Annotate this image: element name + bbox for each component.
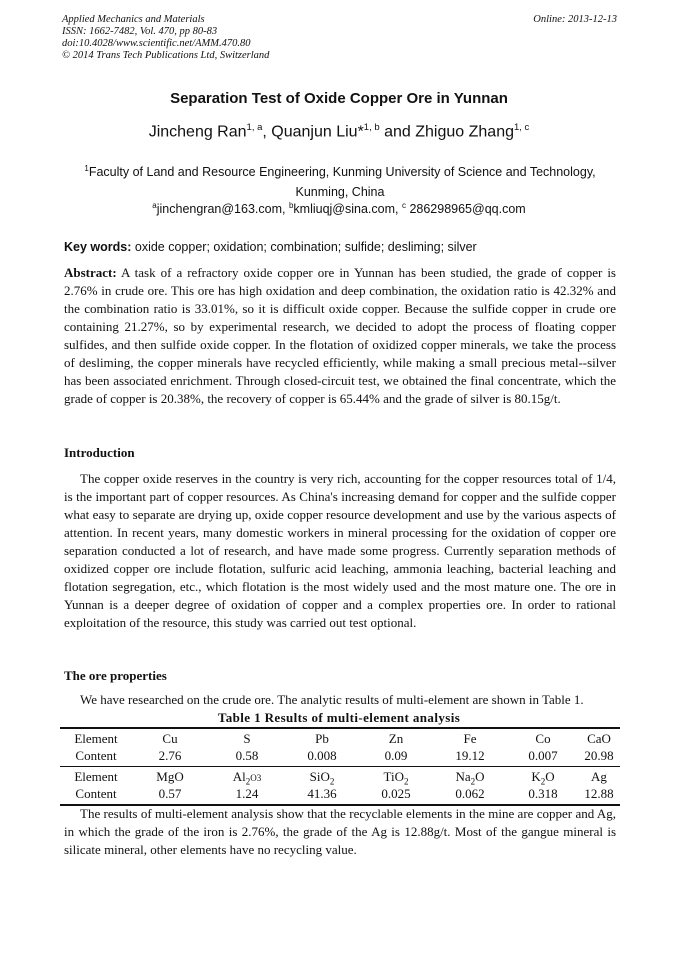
table-row-label: Element <box>74 731 118 746</box>
introduction-heading: Introduction <box>64 445 135 460</box>
table-mid-rule <box>60 766 620 767</box>
affiliation <box>70 159 610 202</box>
email-sup: b <box>288 201 294 210</box>
table-cell: 0.57 <box>158 786 182 801</box>
abstract <box>64 264 616 408</box>
journal-header <box>62 14 617 62</box>
copyright-line: © 2014 Trans Tech Publications Ltd, Switzerland <box>62 50 270 61</box>
table-cell: Zn <box>388 731 404 746</box>
author-name: Jincheng Ran <box>148 123 247 141</box>
keywords <box>64 240 616 254</box>
author-sep: and <box>379 123 416 141</box>
table-cell: Cu <box>162 731 178 746</box>
email-list <box>0 201 678 216</box>
table-row-label: Element <box>74 769 118 784</box>
table-cell: SiO$_2$ <box>309 769 335 787</box>
table-row-label: Content <box>75 786 117 801</box>
table-cell: 0.58 <box>235 748 259 763</box>
table-cell: $Al_2O3$ <box>232 769 262 787</box>
email-sup: a <box>152 201 157 210</box>
table-row-content-1 <box>64 748 616 765</box>
table-cell: 41.36 <box>307 786 337 801</box>
paper-title: Separation Test of Oxide Copper Ore in Yunnan <box>170 90 508 107</box>
table-cell: Pb <box>315 731 329 746</box>
author-sup: 1, b <box>363 122 380 133</box>
table-cell: $K_2O$ <box>531 769 555 787</box>
affiliation-text: Faculty of Land and Resource Engineering, Kunming University of Science and Technology, Kunming, China <box>88 165 596 200</box>
table-cell: $Na_2O$ <box>455 769 485 787</box>
ore-properties-after: The results of multi-element analysis show that the recyclable elements in the mine are copper and Ag, in which the grade of the iron is 2.76%, the grade of the Ag is 12.88g/t. Most of the gangue mineral is silicate mineral, other elements have no recycling value. <box>64 806 616 857</box>
table-cell: Ag <box>591 769 607 784</box>
table-cell: 19.12 <box>455 748 485 763</box>
table-cell: TiO$_2$ <box>383 769 409 787</box>
table-cell: 0.025 <box>381 786 411 801</box>
ore-properties-intro: We have researched on the crude ore. The analytic results of multi-element are shown in Table 1. <box>80 692 584 707</box>
email-sup: c <box>401 201 406 210</box>
email-sep: , <box>395 202 402 217</box>
email-address[interactable]: kmliuqj@sina.com <box>293 202 396 217</box>
keywords-text: oxide copper; oxidation; combination; sulfide; desliming; silver <box>131 240 477 254</box>
table-row-content-2 <box>64 786 616 803</box>
table-cell: 0.318 <box>528 786 558 801</box>
email-address[interactable]: jinchengran@163.com <box>156 202 282 217</box>
table-cell: Fe <box>463 731 477 746</box>
table-cell: 2.76 <box>158 748 182 763</box>
table-cell: CaO <box>587 731 611 746</box>
abstract-text: A task of a refractory oxide copper ore in Yunnan has been studied, the grade of copper is 2.76% in crude ore. This ore has high oxidation and deep combination, the oxidation ratio is 42.32% and the combination ratio is 33.01%, so it is difficult oxide copper. Because the sulfide copper in crude ore containing 21.27%, so by experimental research, we decided to adopt the process of floating copper sulfides, and then sulfide oxide copper. In the flotation of oxidized copper minerals, we take the process of desliming, the copper minerals have recycled efficiently, while making a small precious metal--silver has been associated enrichment. Through closed-circuit test, we obtained the final concentrate, which the grade of copper is 20.38%, the recovery of copper is 65.44% and the grade of silver is 80.15g/t. <box>64 265 616 406</box>
abstract-label: Abstract: <box>64 265 117 280</box>
table-cell: 0.007 <box>528 748 558 763</box>
issn-line: ISSN: 1662-7482, Vol. 470, pp 80-83 <box>62 26 218 37</box>
email-sep: , <box>282 202 289 217</box>
table-cell: 1.24 <box>235 786 259 801</box>
table-cell: 12.88 <box>584 786 614 801</box>
author-sup: 1, c <box>513 122 530 133</box>
table-top-rule <box>60 727 620 729</box>
table-cell: 0.008 <box>307 748 337 763</box>
table-row-label: Content <box>75 748 117 763</box>
table-cell: 20.98 <box>584 748 614 763</box>
email-address[interactable]: 286298965@qq.com <box>405 202 526 217</box>
journal-name: Applied Mechanics and Materials <box>62 14 205 25</box>
table-row-element-1 <box>64 731 616 748</box>
table-cell: 0.062 <box>455 786 485 801</box>
introduction-text: The copper oxide reserves in the country is very rich, accounting for the copper resources total of 1/4, is the important part of copper resources. As China's increasing demand for copper and the sulfide copper what easy to separate are drying up, oxide copper resource development and use by the various aspects of attention. In recent years, many domestic workers in mineral processing for the oxidation of copper ore separation conducted a lot of research, and have made some progress. Currently separation methods of oxidized copper ore include flotation, sulfuric acid leaching, ammonia leaching, bacterial leaching and flotation segregation, etc., which flotation is the most widely used and the most mature one. The ore in Yunnan is a deeper degree of oxidation of copper and a complex properties ore. In order to rational exploitation of the resource, this study was carried out test optional. <box>64 471 616 630</box>
affiliation-sup: 1 <box>84 164 89 173</box>
author-name: Quanjun Liu* <box>271 123 364 141</box>
author-sep: , <box>262 123 272 141</box>
table-cell: MgO <box>156 769 184 784</box>
table-cell: Co <box>535 731 551 746</box>
ore-properties-heading: The ore properties <box>64 668 167 683</box>
author-sup: 1, a <box>246 122 263 133</box>
online-date: Online: 2013-12-13 <box>533 14 617 25</box>
table-caption: Table 1 Results of multi-element analysis <box>217 710 461 725</box>
keywords-label: Key words: <box>64 240 132 254</box>
author-list <box>0 122 678 141</box>
table-row-element-2 <box>64 769 616 786</box>
author-name: Zhiguo Zhang <box>415 123 514 141</box>
table-cell: 0.09 <box>384 748 408 763</box>
table-cell: S <box>243 731 251 746</box>
doi-line[interactable]: doi:10.4028/www.scientific.net/AMM.470.80 <box>62 38 251 49</box>
